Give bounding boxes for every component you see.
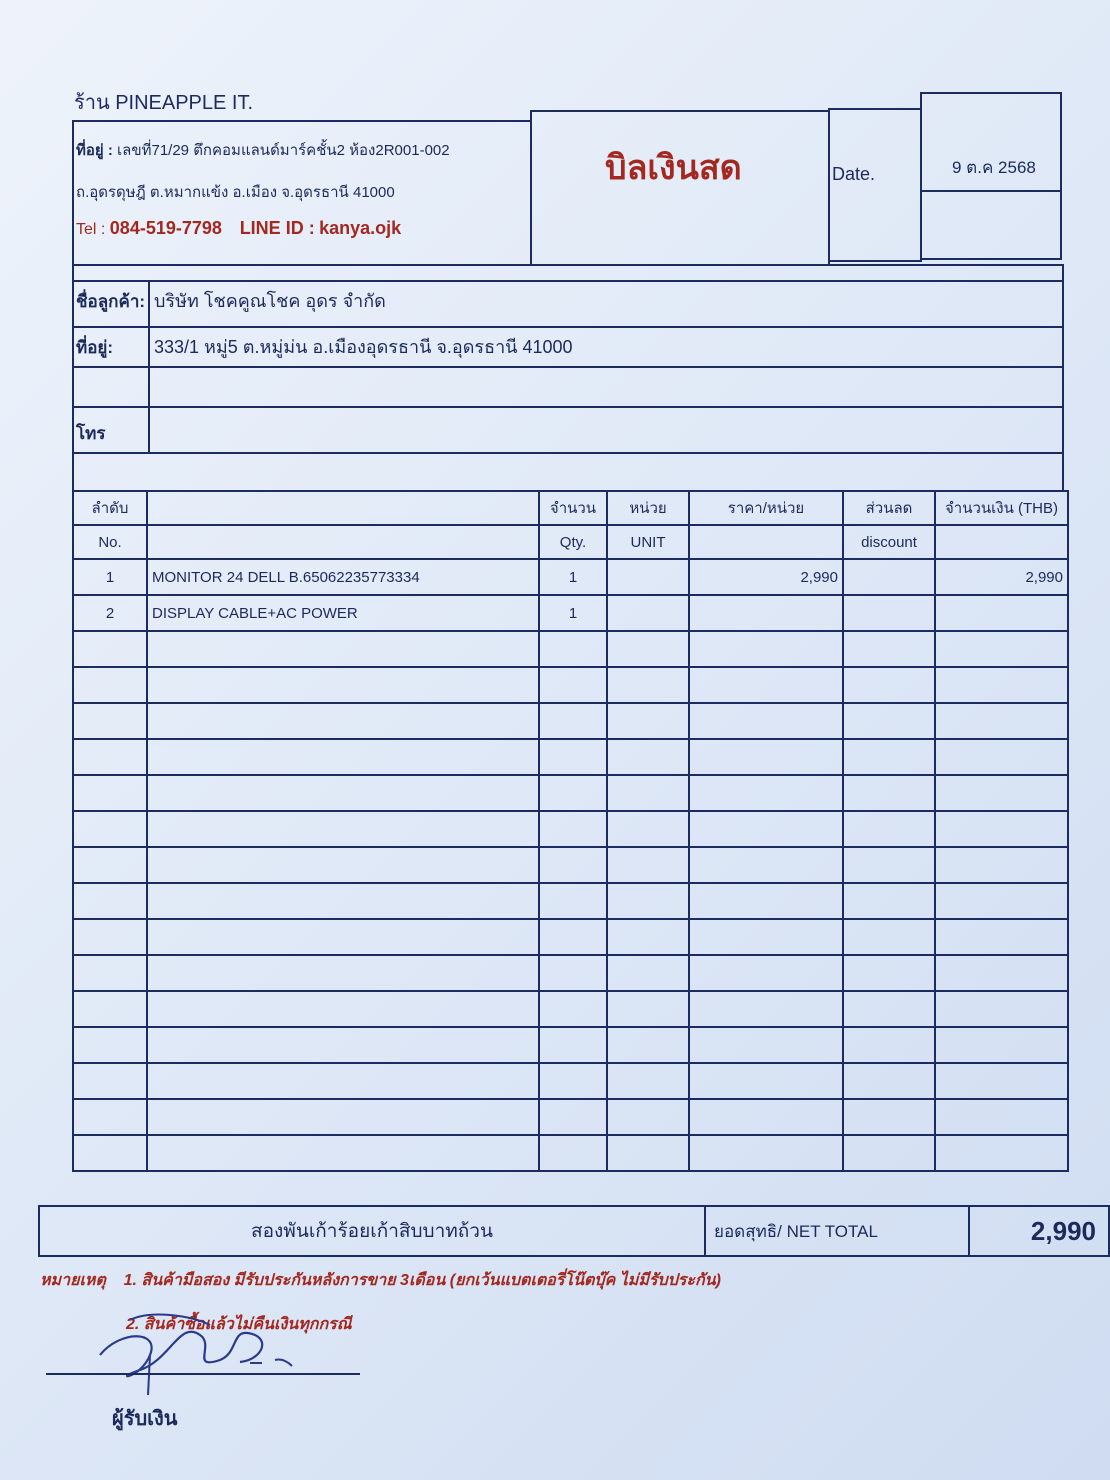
table-cell: 1 (539, 595, 607, 631)
table-cell (689, 811, 843, 847)
signature-line (46, 1373, 360, 1375)
date-label: Date. (832, 164, 876, 184)
table-cell: 2,990 (935, 559, 1068, 595)
items-table (72, 490, 1069, 1172)
table-cell (607, 919, 689, 955)
table-cell (73, 631, 147, 667)
table-cell (607, 883, 689, 919)
net-total-label: ยอดสุทธิ/ NET TOTAL (704, 1207, 968, 1255)
table-cell (689, 955, 843, 991)
col-discount-th: ส่วนลด (843, 491, 935, 525)
line-id-label: LINE ID : (239, 218, 315, 238)
col-no-en: No. (73, 525, 147, 559)
table-row (73, 955, 1068, 991)
table-row (73, 667, 1068, 703)
table-cell (73, 811, 147, 847)
table-cell (73, 1063, 147, 1099)
table-cell (147, 667, 539, 703)
table-header-row-thai (73, 491, 1068, 525)
table-cell (147, 1135, 539, 1171)
table-cell (73, 1099, 147, 1135)
table-header-row-en (73, 525, 1068, 559)
table-cell (73, 919, 147, 955)
col-amount-th: จำนวนเงิน (THB) (935, 491, 1068, 525)
address-label: ที่อยู่ : (76, 142, 113, 159)
table-row (73, 991, 1068, 1027)
table-cell (689, 1135, 843, 1171)
col-no-th: ลำดับ (73, 491, 147, 525)
table-cell (607, 1063, 689, 1099)
table-cell (147, 847, 539, 883)
table-cell (689, 1027, 843, 1063)
customer-address: 333/1 หมู่5 ต.หมู่ม่น อ.เมืองอุดรธานี จ.อุดรธานี 41000 (154, 337, 573, 357)
table-cell: MONITOR 24 DELL B.65062235773334 (147, 559, 539, 595)
table-cell (689, 703, 843, 739)
table-cell (843, 631, 935, 667)
table-cell: 2,990 (689, 559, 843, 595)
table-cell (539, 631, 607, 667)
table-row (73, 811, 1068, 847)
table-cell (147, 955, 539, 991)
table-cell (539, 667, 607, 703)
table-cell (935, 775, 1068, 811)
table-cell (147, 919, 539, 955)
table-cell (73, 775, 147, 811)
table-cell (935, 847, 1068, 883)
line-id: kanya.ojk (319, 218, 402, 238)
table-cell (607, 847, 689, 883)
table-cell (935, 991, 1068, 1027)
table-cell (539, 1099, 607, 1135)
table-cell (689, 1099, 843, 1135)
date-label-box (828, 108, 922, 262)
table-cell (147, 739, 539, 775)
table-cell (843, 1027, 935, 1063)
table-cell (607, 667, 689, 703)
note-2: 2. สินค้าซื้อแล้วไม่คืนเงินทุกกรณี (126, 1316, 352, 1333)
table-cell (935, 883, 1068, 919)
col-price-en (689, 525, 843, 559)
table-cell (147, 1063, 539, 1099)
table-cell (607, 631, 689, 667)
table-row (73, 919, 1068, 955)
table-cell (539, 1135, 607, 1171)
table-cell (935, 667, 1068, 703)
amount-in-words: สองพันเก้าร้อยเก้าสิบบาทถ้วน (251, 1221, 493, 1242)
table-cell (689, 739, 843, 775)
address-line1: เลขที่71/29 ตึกคอมแลนด์มาร์คชั้น2 ห้อง2R001-002 (117, 142, 450, 159)
col-desc-th (147, 491, 539, 525)
table-row (73, 631, 1068, 667)
notes-label: หมายเหตุ (40, 1272, 106, 1289)
shop-name: ร้าน PINEAPPLE IT. (74, 92, 254, 114)
table-cell (689, 991, 843, 1027)
date-value-box (920, 92, 1062, 192)
table-cell (607, 559, 689, 595)
table-cell (607, 1027, 689, 1063)
table-cell (539, 955, 607, 991)
table-cell (689, 667, 843, 703)
date-extra-box (920, 190, 1062, 260)
table-cell (843, 847, 935, 883)
table-cell (73, 955, 147, 991)
net-total-value: 2,990 (968, 1207, 1108, 1255)
table-cell (607, 1135, 689, 1171)
table-cell (935, 919, 1068, 955)
customer-address-label: ที่อยู่: (76, 338, 114, 357)
table-cell (843, 991, 935, 1027)
table-row (73, 775, 1068, 811)
table-cell (843, 1063, 935, 1099)
table-cell (607, 811, 689, 847)
table-cell (843, 1099, 935, 1135)
col-unit-en: UNIT (607, 525, 689, 559)
table-cell (689, 847, 843, 883)
table-row (73, 1027, 1068, 1063)
table-cell (935, 1027, 1068, 1063)
col-price-th: ราคา/หน่วย (689, 491, 843, 525)
table-cell (147, 631, 539, 667)
table-row (73, 883, 1068, 919)
table-cell (539, 1027, 607, 1063)
table-cell (607, 703, 689, 739)
table-cell: DISPLAY CABLE+AC POWER (147, 595, 539, 631)
table-row (73, 595, 1068, 631)
date-value: 9 ต.ค 2568 (952, 158, 1036, 177)
table-cell (935, 631, 1068, 667)
table-cell (607, 739, 689, 775)
table-cell (843, 883, 935, 919)
customer-phone-label: โทร (76, 424, 106, 443)
customer-name: บริษัท โชคคูณโชค อุดร จำกัด (154, 291, 386, 311)
notes-line1 (40, 1268, 721, 1293)
table-cell (843, 955, 935, 991)
table-row (73, 847, 1068, 883)
table-row (73, 739, 1068, 775)
receiver-label: ผู้รับเงิน (112, 1408, 178, 1430)
table-cell (935, 595, 1068, 631)
table-cell (843, 667, 935, 703)
col-desc-en (147, 525, 539, 559)
table-cell (147, 1027, 539, 1063)
table-cell (843, 1135, 935, 1171)
document-title: บิลเงินสด (605, 149, 742, 187)
table-cell (539, 811, 607, 847)
customer-name-label: ชื่อลูกค้า: (76, 292, 146, 311)
table-cell (843, 919, 935, 955)
table-cell (843, 739, 935, 775)
col-unit-th: หน่วย (607, 491, 689, 525)
table-cell (607, 595, 689, 631)
table-cell (843, 775, 935, 811)
table-cell (147, 1099, 539, 1135)
table-cell (689, 775, 843, 811)
table-cell (539, 1063, 607, 1099)
table-cell (935, 811, 1068, 847)
shop-address-box (72, 120, 532, 266)
table-cell (689, 595, 843, 631)
note-1: 1. สินค้ามือสอง มีรับประกันหลังการขาย 3เดือน (ยกเว้นแบตเตอรี่โน๊ตบุ๊ค ไม่มีรับประกัน) (123, 1272, 721, 1289)
table-cell (73, 847, 147, 883)
table-cell (539, 847, 607, 883)
table-cell (843, 595, 935, 631)
table-cell (73, 1027, 147, 1063)
table-cell (607, 1099, 689, 1135)
col-amount-en (935, 525, 1068, 559)
address-line2: ถ.อุดรดุษฎี ต.หมากแข้ง อ.เมือง จ.อุดรธานี 41000 (76, 184, 395, 201)
table-cell (843, 559, 935, 595)
table-cell (935, 703, 1068, 739)
table-cell (73, 991, 147, 1027)
table-cell (73, 1135, 147, 1171)
table-cell (935, 1099, 1068, 1135)
table-cell (147, 991, 539, 1027)
col-qty-en: Qty. (539, 525, 607, 559)
table-cell (607, 991, 689, 1027)
table-cell (843, 811, 935, 847)
col-qty-th: จำนวน (539, 491, 607, 525)
table-cell: 1 (539, 559, 607, 595)
table-row (73, 703, 1068, 739)
table-cell (935, 1135, 1068, 1171)
table-cell (689, 919, 843, 955)
table-cell: 1 (73, 559, 147, 595)
tel-number: 084-519-7798 (109, 218, 222, 238)
table-cell: 2 (73, 595, 147, 631)
table-cell (539, 919, 607, 955)
table-cell (147, 811, 539, 847)
table-cell (147, 703, 539, 739)
table-cell (73, 739, 147, 775)
table-cell (147, 883, 539, 919)
table-cell (689, 631, 843, 667)
table-cell (539, 991, 607, 1027)
table-row (73, 1063, 1068, 1099)
table-cell (935, 1063, 1068, 1099)
tel-label: Tel : (76, 221, 106, 238)
col-discount-en: discount (843, 525, 935, 559)
table-cell (73, 667, 147, 703)
table-row (73, 1099, 1068, 1135)
table-cell (539, 739, 607, 775)
table-cell (73, 883, 147, 919)
table-row (73, 559, 1068, 595)
signature-scribble (90, 1300, 310, 1400)
table-cell (935, 739, 1068, 775)
table-cell (689, 883, 843, 919)
table-cell (147, 775, 539, 811)
table-cell (607, 775, 689, 811)
table-cell (843, 703, 935, 739)
table-cell (73, 703, 147, 739)
table-cell (539, 883, 607, 919)
totals-bar (38, 1205, 1110, 1257)
table-cell (689, 1063, 843, 1099)
table-cell (539, 775, 607, 811)
customer-section (72, 264, 1064, 492)
table-cell (539, 703, 607, 739)
table-row (73, 1135, 1068, 1171)
table-cell (607, 955, 689, 991)
table-cell (935, 955, 1068, 991)
